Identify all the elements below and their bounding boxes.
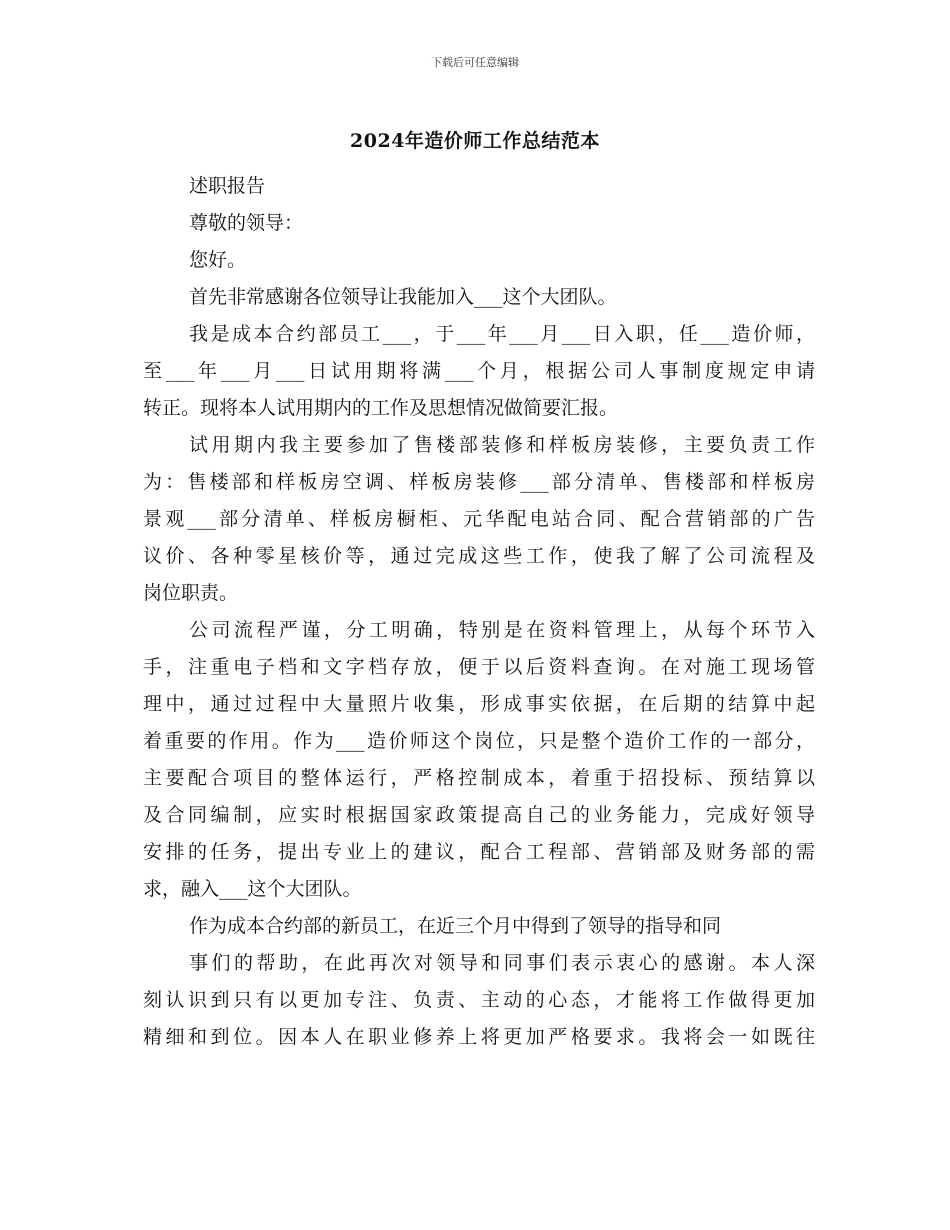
body-line: 我是成本合约部员工___，于___年___月___日入职，任___造价师， (189, 323, 815, 345)
header-note: 下载后可任意编辑 (431, 56, 519, 69)
body-line: 您好。 (189, 249, 247, 271)
body-line: 精细和到位。因本人在职业修养上将更加严格要求。我将会一如既往 (143, 1026, 815, 1048)
body-line: 尊敬的领导： (189, 212, 304, 234)
body-line: 事们的帮助，在此再次对领导和同事们表示衷心的感谢。本人深 (189, 952, 815, 974)
body-line: 理中，通过过程中大量照片收集，形成事实依据，在后期的结算中起 (143, 693, 815, 715)
document-body (143, 168, 815, 1056)
body-line: 转正。现将本人试用期内的工作及思想情况做简要汇报。 (143, 397, 619, 419)
body-line: 手，注重电子档和文字档存放，便于以后资料查询。在对施工现场管 (143, 656, 815, 678)
body-line: 议价、各种零星核价等，通过完成这些工作，使我了解了公司流程及 (143, 545, 815, 567)
body-line: 首先非常感谢各位领导让我能加入___这个大团队。 (189, 286, 617, 308)
body-line: 试用期内我主要参加了售楼部装修和样板房装修，主要负责工作 (189, 434, 815, 456)
body-line: 公司流程严谨，分工明确，特别是在资料管理上，从每个环节入 (189, 619, 815, 641)
body-line: 及合同编制，应实时根据国家政策提高自己的业务能力，完成好领导 (143, 804, 815, 826)
body-line: 刻认识到只有以更加专注、负责、主动的心态，才能将工作做得更加 (143, 989, 815, 1011)
body-line: 求，融入___这个大团队。 (143, 878, 362, 900)
body-line: 着重要的作用。作为___造价师这个岗位，只是整个造价工作的一部分， (143, 730, 815, 752)
document-title: 2024年造价师工作总结范本 (350, 130, 600, 152)
body-line: 安排的任务，提出专业上的建议，配合工程部、营销部及财务部的需 (143, 841, 815, 863)
body-line: 岗位职责。 (143, 582, 239, 604)
body-line: 为：售楼部和样板房空调、样板房装修___部分清单、售楼部和样板房 (143, 471, 815, 493)
body-line: 至___年___月___日试用期将满___个月，根据公司人事制度规定申请 (143, 360, 815, 382)
body-line: 作为成本合约部的新员工，在近三个月中得到了领导的指导和同 (189, 915, 722, 937)
body-line: 主要配合项目的整体运行，严格控制成本，着重于招投标、预结算以 (143, 767, 815, 789)
body-line: 述职报告 (189, 175, 266, 197)
body-line: 景观___部分清单、样板房橱柜、元华配电站合同、配合营销部的广告 (143, 508, 815, 530)
